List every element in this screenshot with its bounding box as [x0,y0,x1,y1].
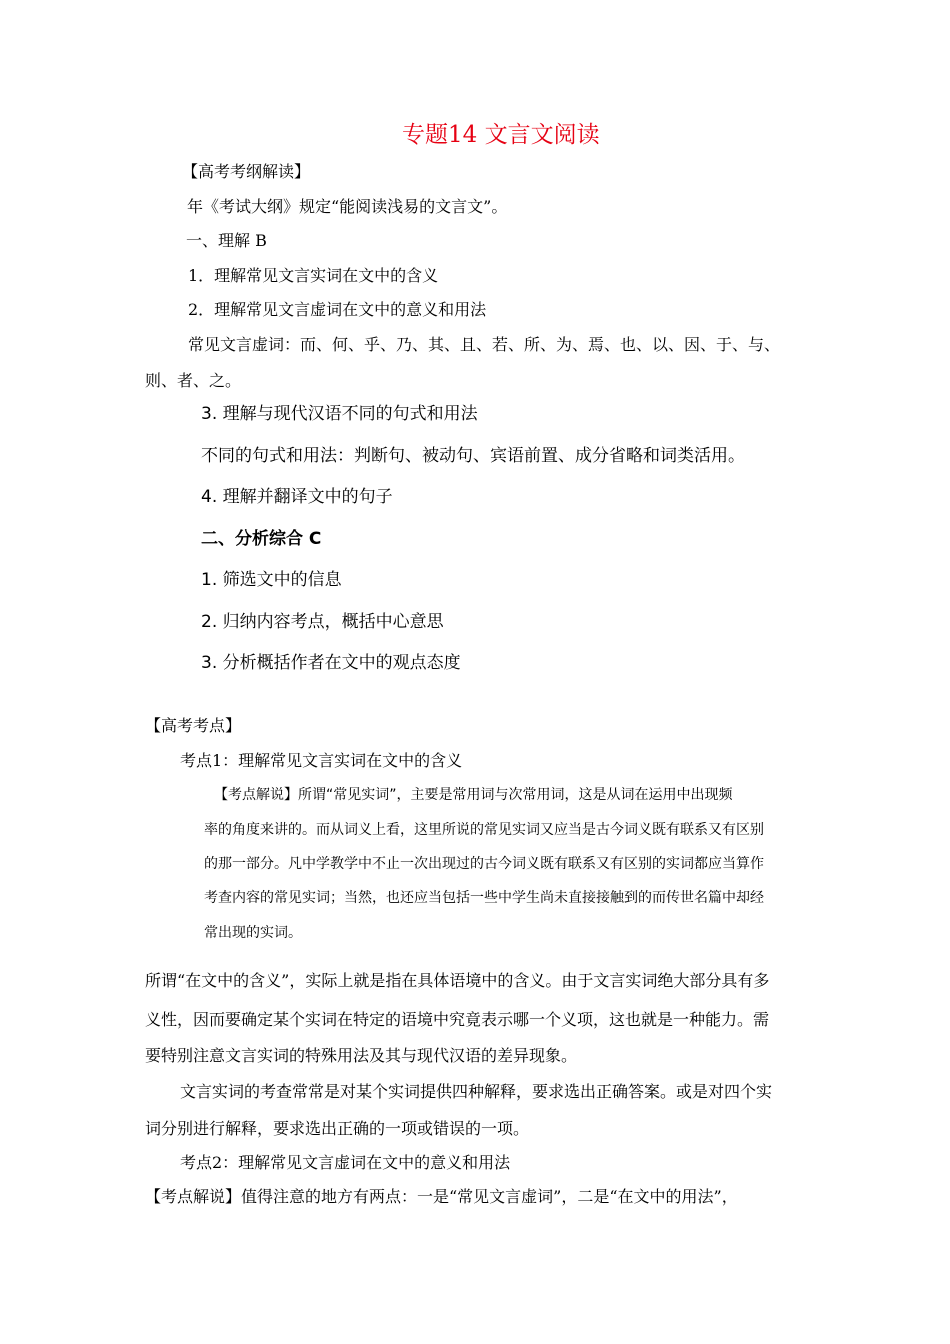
sentence-patterns: 不同的句式和用法：判断句、被动句、宾语前置、成分省略和词类活用。 [201,446,745,466]
syllabus-item-3: 3. 理解与现代汉语不同的句式和用法 [201,404,478,424]
function-words-line-2: 则、者、之。 [145,371,242,390]
paragraph-line: 所谓“在文中的含义”，实际上就是指在具体语境中的含义。由于文言实词绝大部分具有多 [145,971,770,990]
points-heading: 【高考考点】 [145,716,242,735]
point-1-title: 考点1：理解常见文言实词在文中的含义 [180,751,463,770]
paragraph-line: 文言实词的考查常常是对某个实词提供四种解释，要求选出正确答案。或是对四个实 [180,1082,773,1101]
point-2-note: 【考点解说】值得注意的地方有两点：一是“常见文言虚词”，二是“在文中的用法”， [145,1187,738,1206]
syllabus-level-1: 一、理解 B [186,231,267,250]
syllabus-intro: 年《考试大纲》规定“能阅读浅易的文言文”。 [187,197,508,216]
syllabus-item-2: 2．理解常见文言虚词在文中的意义和用法 [188,300,487,319]
point-1-note-line: 考查内容的常见实词；当然，也还应当包括一些中学生尚未直接接触到的而传世名篇中却经 [204,890,764,906]
syllabus-item-1: 1．理解常见文言实词在文中的含义 [188,266,439,285]
syllabus-sub-2: 2. 归纳内容考点，概括中心意思 [201,612,444,632]
point-1-note-line: 的那一部分。凡中学教学中不止一次出现过的古今词义既有联系又有区别的实词都应当算作 [204,856,764,872]
paragraph-line: 要特别注意文言实词的特殊用法及其与现代汉语的差异现象。 [145,1046,578,1065]
paragraph-line: 义性，因而要确定某个实词在特定的语境中究竟表示哪一个义项，这也就是一种能力。需 [145,1010,770,1029]
point-1-note-line: 【考点解说】所谓“常见实词”，主要是常用词与次常用词，这是从词在运用中出现频 [214,787,733,803]
syllabus-heading: 【高考考纲解读】 [182,162,311,181]
page-title: 专题14 文言文阅读 [402,122,600,148]
point-2-title: 考点2：理解常见文言虚词在文中的意义和用法 [180,1153,511,1172]
function-words-line-1: 常见文言虚词：而、何、乎、乃、其、且、若、所、为、焉、也、以、因、于、与、 [188,335,781,354]
syllabus-level-2: 二、分析综合 C [201,529,322,549]
point-1-note-line: 率的角度来讲的。而从词义上看，这里所说的常见实词又应当是古今词义既有联系又有区别 [204,822,764,838]
paragraph-line: 词分别进行解释，要求选出正确的一项或错误的一项。 [145,1119,530,1138]
syllabus-sub-3: 3. 分析概括作者在文中的观点态度 [201,653,461,673]
syllabus-item-4: 4. 理解并翻译文中的句子 [201,487,393,507]
point-1-note-line: 常出现的实词。 [204,925,302,941]
syllabus-sub-1: 1. 筛选文中的信息 [201,570,342,590]
